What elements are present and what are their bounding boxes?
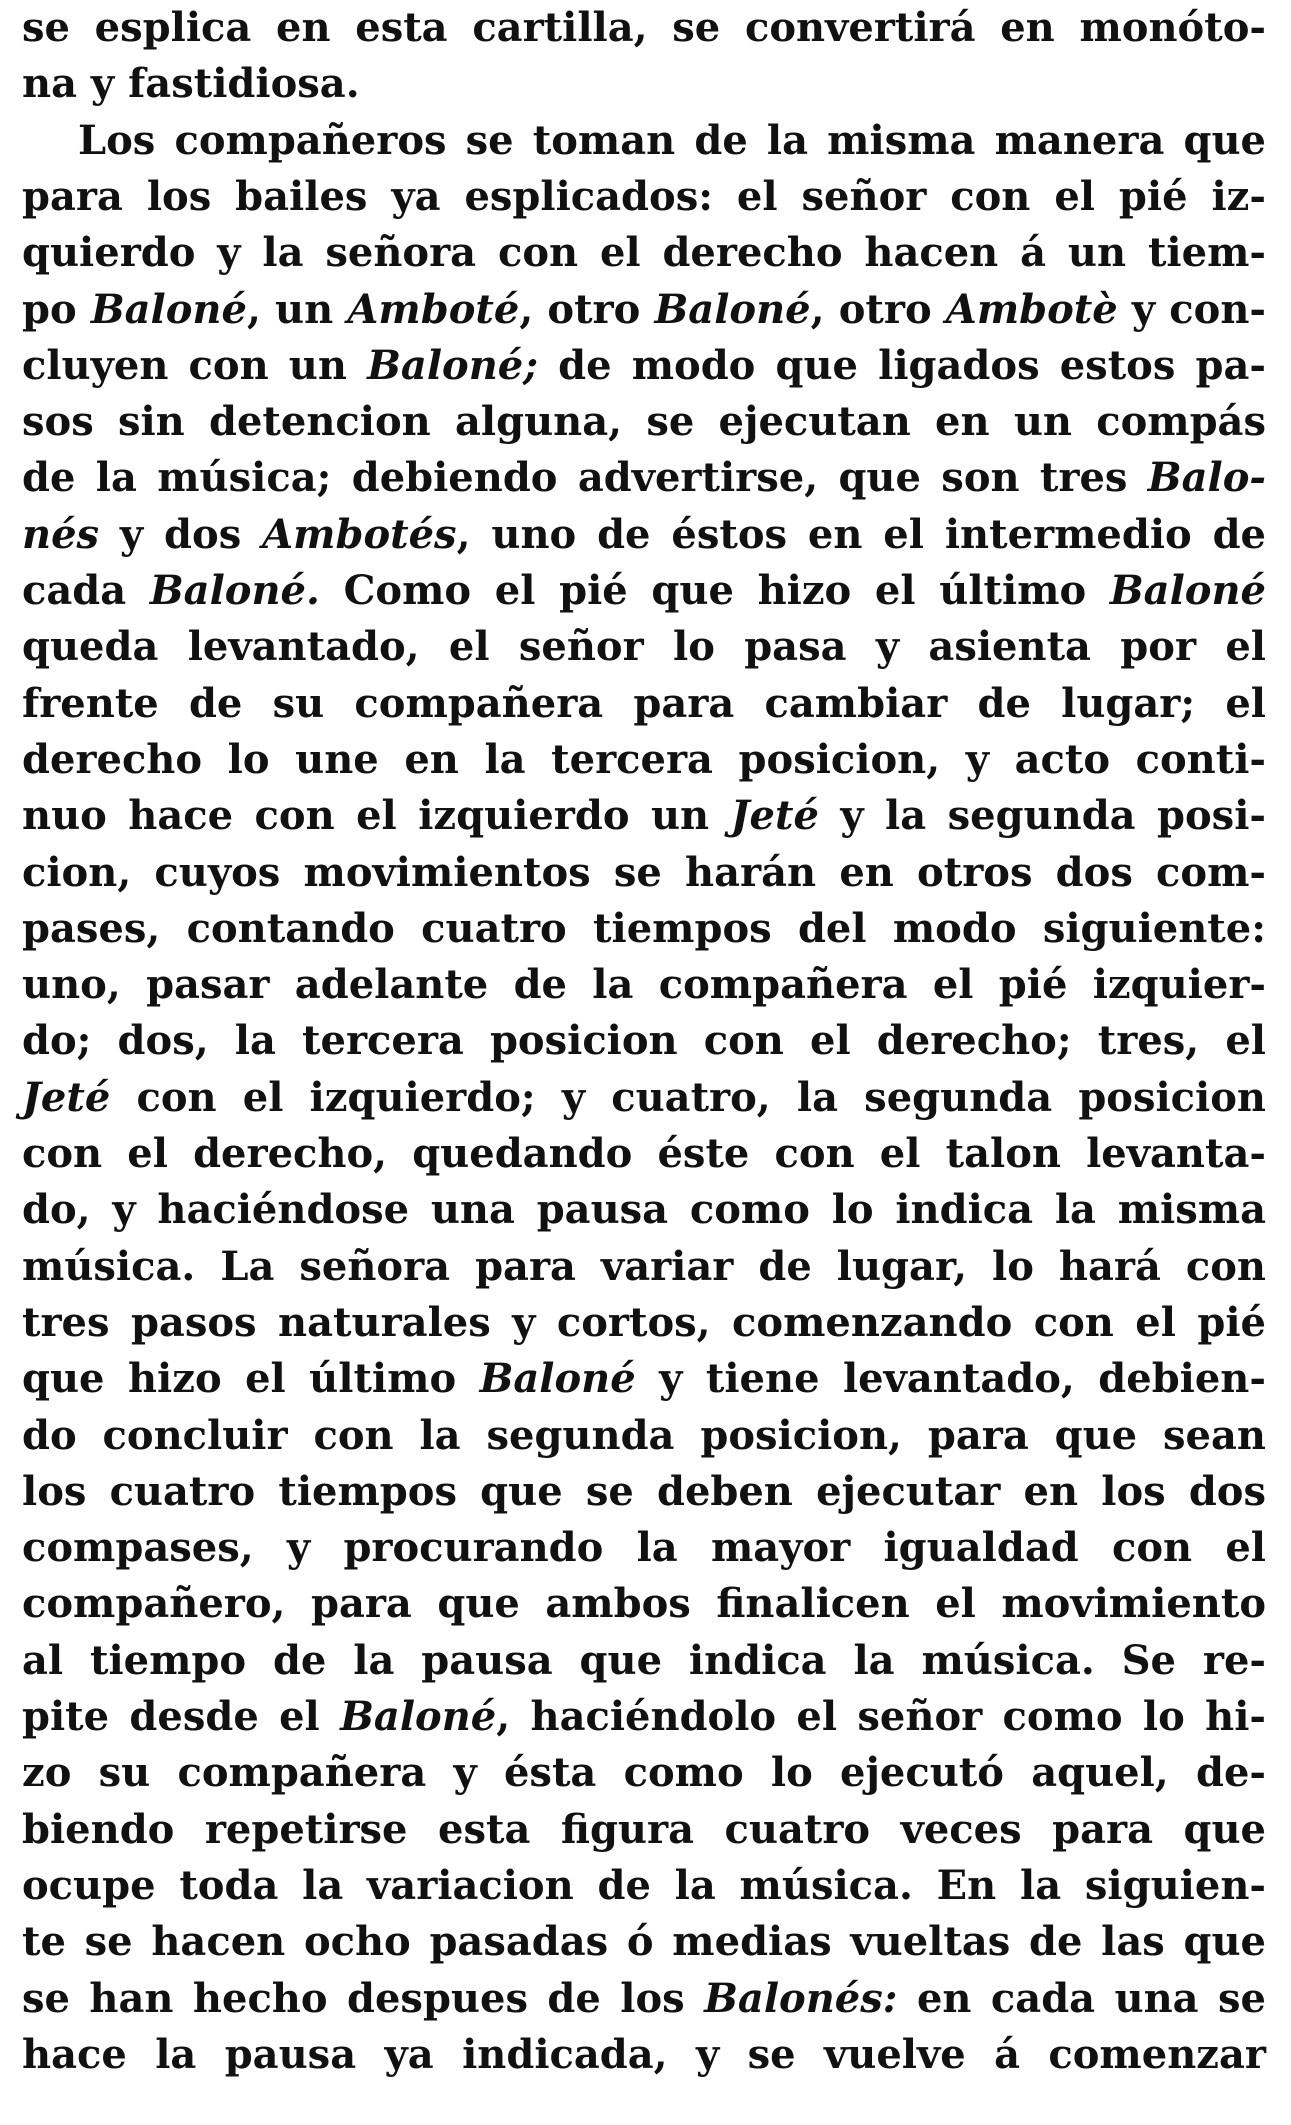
text-run: música. La señora para variar de lugar, lo hará con (22, 1242, 1266, 1290)
text-line (22, 788, 1266, 844)
text-line (22, 1689, 1266, 1745)
text-run: quierdo y la señora con el derecho hacen á un tiem- (22, 229, 1266, 277)
italic-term: Baloné (340, 1693, 497, 1740)
text-run: po (22, 285, 91, 333)
text-run: se han hecho despues de los (22, 1974, 705, 2022)
italic-term: Baloné (654, 285, 811, 333)
text-line (22, 1408, 1266, 1464)
text-run: que hizo el último (22, 1355, 480, 1403)
text-run: do concluir con la segunda posicion, para que sean (22, 1411, 1266, 1459)
text-line (22, 1182, 1266, 1238)
text-line (22, 1070, 1266, 1126)
text-run: zo su compañera y ésta como lo ejecutó aquel, de- (22, 1749, 1266, 1797)
text-run: se esplica en esta cartilla, se convertirá en monóto- (22, 4, 1266, 51)
text-line (22, 1520, 1266, 1576)
text-line (22, 1126, 1266, 1182)
text-line (22, 901, 1266, 957)
text-line (22, 56, 1266, 112)
italic-term: Jeté (22, 1073, 111, 1121)
text-line (22, 225, 1266, 281)
text-run: sos sin detencion alguna, se ejecutan en un compás (22, 398, 1266, 446)
text-run: tres pasos naturales y cortos, comenzando con el pié (22, 1298, 1266, 1346)
text-run: te se hacen ocho pasadas ó medias vueltas de las que (22, 1918, 1266, 1966)
text-run: ocupe toda la variacion de la música. En la siguien- (22, 1861, 1266, 1909)
text-line (22, 619, 1266, 675)
text-run: pases, contando cuatro tiempos del modo siguiente: (22, 904, 1266, 952)
italic-term: Ambotè (945, 285, 1118, 333)
text-run: y dos (99, 510, 263, 558)
text-line (22, 0, 1266, 56)
text-line (22, 732, 1266, 788)
text-run: Los compañeros se toman de la misma manera que (78, 116, 1266, 164)
text-line (22, 563, 1266, 619)
text-line (22, 1464, 1266, 1520)
text-line (22, 957, 1266, 1013)
text-line (22, 2027, 1266, 2083)
italic-term: Baloné (1109, 567, 1266, 614)
italic-term: Ambotés (262, 510, 457, 558)
text-run: de la música; debiendo advertirse, que son tres (22, 454, 1148, 502)
text-run: derecho lo une en la tercera posicion, y acto conti- (22, 735, 1266, 783)
text-run: pite desde el (22, 1693, 341, 1740)
text-run: frente de su compañera para cambiar de lugar; el (22, 679, 1266, 727)
text-run: con el izquierdo; y cuatro, la segunda posicion (110, 1073, 1266, 1121)
text-run: , otro (810, 285, 946, 333)
text-line (22, 676, 1266, 732)
text-line (22, 1802, 1266, 1858)
text-line (22, 113, 1266, 169)
text-run: compases, y procurando la mayor igualdad con el (22, 1524, 1266, 1572)
text-run: do; dos, la tercera posicion con el derecho; tres, el (22, 1017, 1266, 1065)
text-run: Como el pié que hizo el último (319, 567, 1110, 614)
italic-term: Amboté (347, 285, 520, 333)
text-line (22, 450, 1266, 506)
text-line (22, 1858, 1266, 1914)
text-run: do, y haciéndose una pausa como lo indica la misma (22, 1186, 1266, 1234)
text-run: y tiene levantado, debien- (635, 1355, 1266, 1403)
text-run: los cuatro tiempos que se deben ejecutar en los dos (22, 1467, 1266, 1515)
text-line (22, 1351, 1266, 1407)
text-line (22, 282, 1266, 338)
text-run: , un (246, 285, 348, 333)
italic-term: Balonés: (704, 1974, 898, 2022)
text-line (22, 1745, 1266, 1801)
text-run: , uno de éstos en el intermedio de (456, 510, 1267, 558)
text-run: nuo hace con el izquierdo un (22, 792, 731, 840)
italic-term: Baloné (479, 1355, 636, 1403)
text-run: de modo que ligados estos pa- (538, 341, 1266, 389)
italic-term: Balo- (1147, 454, 1266, 502)
text-line (22, 1914, 1266, 1970)
text-line (22, 338, 1266, 394)
text-run: con el derecho, quedando éste con el talon levanta- (22, 1130, 1266, 1177)
text-line (22, 1239, 1266, 1295)
text-run: en cada una se (897, 1974, 1266, 2022)
text-line (22, 845, 1266, 901)
text-run: queda levantado, el señor lo pasa y asienta por el (22, 623, 1266, 671)
text-run: para los bailes ya esplicados: el señor con el pié iz- (22, 172, 1266, 220)
text-run: cluyen con un (22, 341, 368, 389)
text-run: biendo repetirse esta figura cuatro veces para que (22, 1805, 1266, 1853)
text-run: , haciéndolo el señor como lo hi- (496, 1693, 1266, 1740)
text-run: cada (22, 567, 150, 614)
text-line (22, 507, 1266, 563)
text-run: al tiempo de la pausa que indica la música. Se re- (22, 1636, 1266, 1684)
text-line (22, 1971, 1266, 2027)
text-run: , otro (519, 285, 655, 333)
text-run: na y fastidiosa. (22, 60, 360, 108)
text-run: uno, pasar adelante de la compañera el pié izquier- (22, 961, 1266, 1009)
text-line (22, 1633, 1266, 1689)
italic-term: Baloné. (149, 567, 320, 614)
italic-term: Baloné; (367, 341, 539, 389)
text-run: y la segunda posi- (818, 792, 1266, 840)
text-run: cion, cuyos movimientos se harán en otros dos com- (22, 848, 1266, 896)
text-line (22, 1576, 1266, 1632)
italic-term: Baloné (90, 285, 247, 333)
italic-term: Jeté (730, 792, 819, 840)
text-run: compañero, para que ambos finalicen el movimiento (22, 1580, 1266, 1628)
book-page (22, 0, 1266, 2125)
text-run: hace la pausa ya indicada, y se vuelve á comenzar (22, 2030, 1266, 2078)
text-line (22, 1295, 1266, 1351)
italic-term: nés (22, 510, 100, 558)
text-line (22, 169, 1266, 225)
text-run: y con- (1117, 285, 1267, 333)
text-line (22, 394, 1266, 450)
text-line (22, 1013, 1266, 1069)
